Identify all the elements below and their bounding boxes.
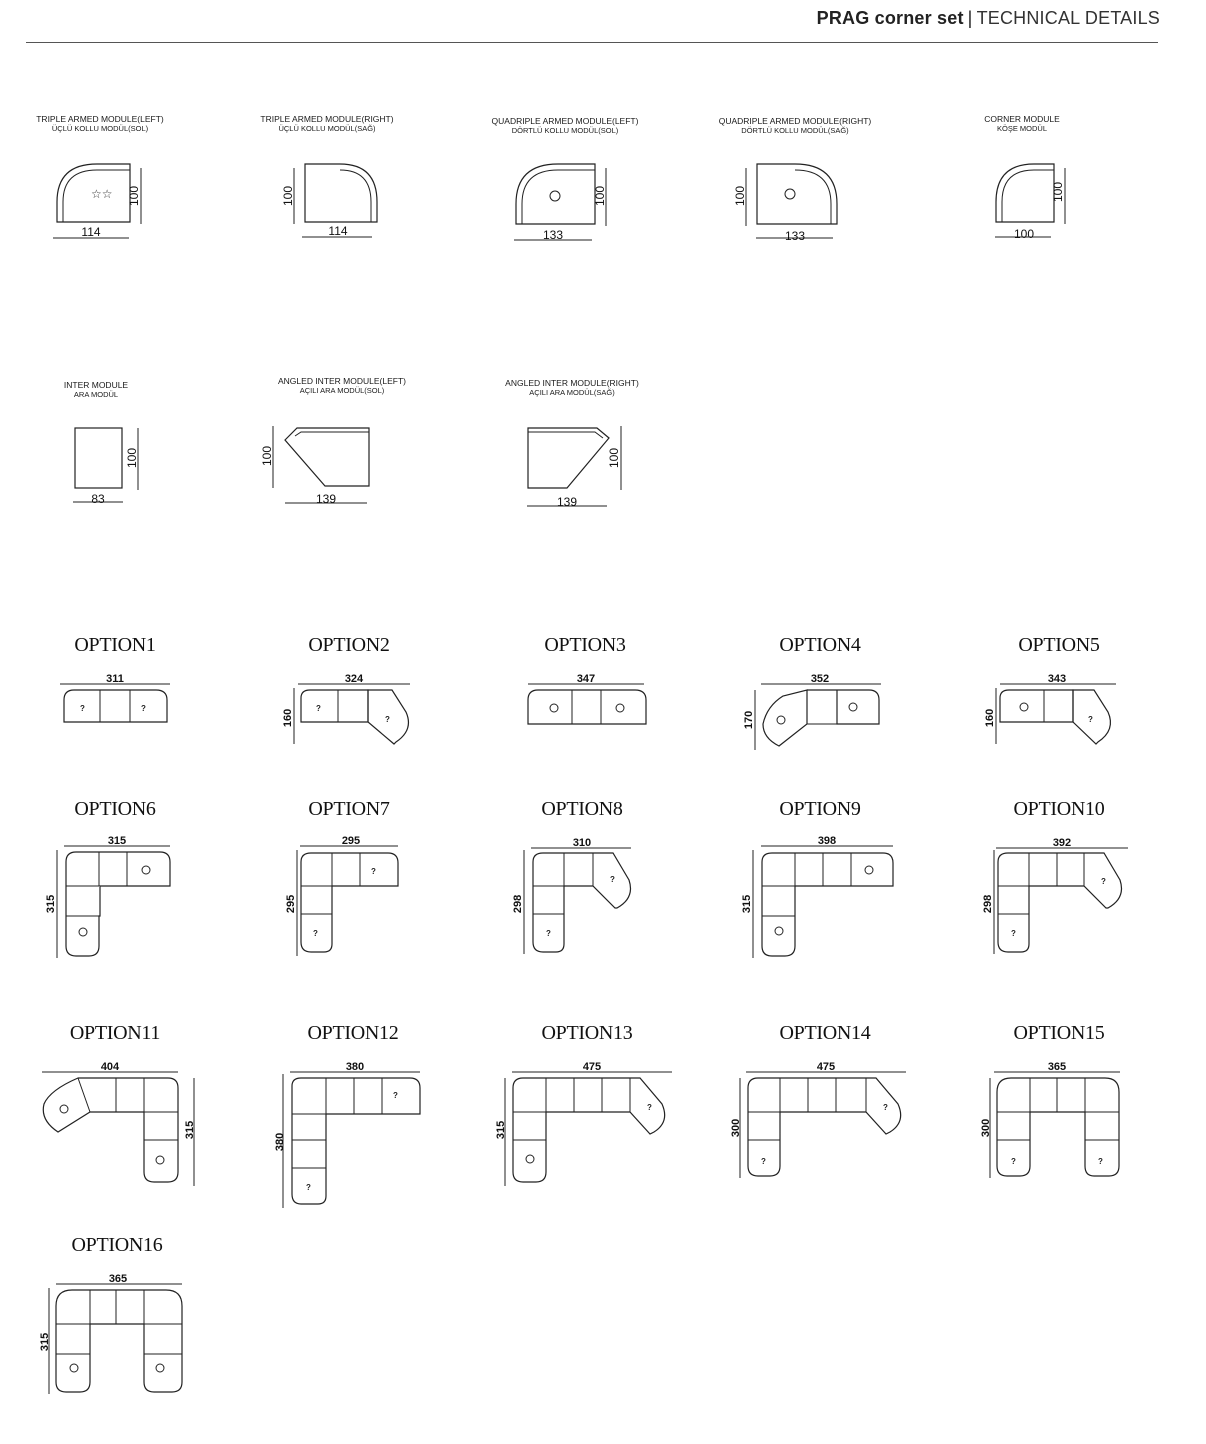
option-width-label: 475: [816, 1061, 836, 1073]
module-width-label: 139: [315, 492, 337, 506]
module-triple-armed-left: [5, 114, 195, 264]
option-width-label: 324: [344, 673, 364, 685]
seat-icon: ?: [1088, 715, 1093, 724]
seat-icon: ?: [546, 929, 551, 938]
seat-icon: ?: [306, 1183, 311, 1192]
module-height-label: 100: [593, 185, 607, 207]
option-depth-label: 315: [741, 894, 753, 914]
header-separator: |: [967, 8, 973, 28]
option-depth-label: 300: [730, 1118, 742, 1138]
option-title: OPTION8: [541, 798, 623, 820]
option-title: OPTION1: [74, 634, 156, 656]
option-10: [944, 798, 1174, 1008]
module-height-label: 100: [1051, 181, 1065, 203]
option-layout-drawing: [0, 798, 230, 1008]
seat-icon: ?: [393, 1091, 398, 1100]
module-name-tr: ÜÇLÜ KOLLU MODÜL(SAĞ): [278, 124, 376, 133]
option-title: OPTION9: [779, 798, 861, 820]
option-layout-drawing: [944, 1022, 1174, 1232]
option-8: [467, 798, 697, 1008]
option-title: OPTION14: [779, 1022, 871, 1044]
option-title: OPTION2: [308, 634, 390, 656]
module-angled-inter-left: [247, 376, 437, 526]
option-title: OPTION7: [308, 798, 390, 820]
seat-icon: ?: [316, 704, 321, 713]
module-drawing: [477, 378, 667, 528]
module-width-label: 114: [328, 224, 348, 238]
module-name-tr: AÇILI ARA MODÜL(SOL): [299, 386, 385, 395]
option-title: OPTION11: [69, 1022, 161, 1044]
option-9: [705, 798, 935, 1008]
module-height-label: 100: [607, 447, 621, 469]
module-height-label: 100: [125, 447, 139, 469]
module-drawing: [470, 116, 660, 266]
seat-icon: ?: [647, 1103, 652, 1112]
option-width-label: 404: [100, 1061, 120, 1073]
option-layout-drawing: [944, 798, 1174, 1008]
module-name-tr: DÖRTLÜ KOLLU MODÜL(SAĞ): [741, 126, 849, 135]
option-layout-drawing: [0, 1022, 230, 1232]
seat-icon: ?: [1011, 1157, 1016, 1166]
seat-icon: ?: [313, 929, 318, 938]
module-width-label: 83: [91, 492, 105, 506]
option-title: OPTION16: [71, 1234, 163, 1256]
seat-icon: ?: [385, 715, 390, 724]
option-depth-label: 298: [512, 894, 524, 914]
module-name: QUADRIPLE ARMED MODULE(RIGHT): [718, 116, 872, 126]
module-height-label: 100: [733, 185, 747, 207]
module-drawing: [247, 376, 437, 526]
option-title: OPTION6: [74, 798, 156, 820]
option-depth-label: 160: [282, 708, 294, 728]
option-layout-drawing: [238, 1022, 468, 1232]
option-width-label: 475: [582, 1061, 602, 1073]
seat-icon: ?: [610, 875, 615, 884]
module-inter: [1, 380, 191, 530]
option-title: OPTION5: [1018, 634, 1100, 656]
module-name-tr: ARA MODÜL: [73, 390, 119, 399]
module-name: ANGLED INTER MODULE(LEFT): [278, 376, 406, 386]
option-title: OPTION15: [1013, 1022, 1105, 1044]
option-width-label: 365: [108, 1273, 128, 1285]
seat-icon: ?: [1098, 1157, 1103, 1166]
module-name: CORNER MODULE: [984, 114, 1060, 124]
option-title: OPTION3: [544, 634, 626, 656]
option-width-label: 295: [341, 835, 361, 847]
option-width-label: 347: [576, 673, 596, 685]
module-width-label: 139: [556, 495, 578, 509]
module-width-label: 133: [784, 229, 806, 243]
option-layout-drawing: [234, 798, 464, 1008]
option-depth-label: 315: [45, 894, 57, 914]
option-width-label: 380: [345, 1061, 365, 1073]
option-depth-label: 300: [980, 1118, 992, 1138]
module-height-label: 100: [281, 185, 295, 207]
module-name: ANGLED INTER MODULE(RIGHT): [505, 378, 639, 388]
option-layout-drawing: [2, 1234, 232, 1444]
module-name: QUADRIPLE ARMED MODULE(LEFT): [491, 116, 639, 126]
module-name: INTER MODULE: [63, 380, 129, 390]
header-rule: [26, 42, 1158, 43]
option-layout-drawing: [705, 798, 935, 1008]
option-16: [2, 1234, 232, 1444]
seat-icon: ?: [1101, 877, 1106, 886]
module-corner: [927, 114, 1117, 264]
option-layout-drawing: [710, 1022, 940, 1232]
module-name: TRIPLE ARMED MODULE(RIGHT): [260, 114, 394, 124]
star-icon: ☆☆: [91, 187, 113, 201]
option-12: [238, 1022, 468, 1232]
option-depth-label: 298: [982, 894, 994, 914]
section-title: TECHNICAL DETAILS: [976, 8, 1160, 28]
module-drawing: [232, 114, 422, 264]
module-angled-inter-right: [477, 378, 667, 528]
module-name-tr: ÜÇLÜ KOLLU MODÜL(SOL): [51, 124, 149, 133]
seat-icon: ?: [883, 1103, 888, 1112]
option-depth-label: 170: [743, 710, 755, 730]
module-drawing: [700, 116, 890, 266]
module-triple-armed-right: [232, 114, 422, 264]
module-width-label: 114: [81, 225, 101, 239]
module-name-tr: KÖŞE MODÜL: [996, 124, 1047, 133]
module-name-tr: AÇILI ARA MODÜL(SAĞ): [529, 388, 615, 397]
seat-icon: ?: [371, 867, 376, 876]
option-11: [0, 1022, 230, 1232]
option-title: OPTION13: [541, 1022, 633, 1044]
module-height-label: 100: [127, 185, 141, 207]
option-width-label: 315: [107, 835, 127, 847]
module-name-tr: DÖRTLÜ KOLLU MODÜL(SOL): [511, 126, 619, 135]
page-header: [817, 8, 1160, 29]
module-drawing: [927, 114, 1117, 264]
option-6: [0, 798, 230, 1008]
module-drawing: [1, 380, 191, 530]
option-width-label: 310: [572, 837, 592, 849]
option-14: [710, 1022, 940, 1232]
module-drawing: [5, 114, 195, 264]
option-depth-label: 380: [274, 1132, 286, 1152]
option-width-label: 398: [817, 835, 837, 847]
product-name: PRAG corner set: [816, 8, 964, 28]
option-7: [234, 798, 464, 1008]
seat-icon: ?: [80, 704, 85, 713]
option-width-label: 311: [106, 673, 124, 685]
option-layout-drawing: [467, 798, 697, 1008]
seat-icon: ?: [141, 704, 146, 713]
module-name: TRIPLE ARMED MODULE(LEFT): [36, 114, 164, 124]
module-height-label: 100: [260, 445, 274, 467]
module-width-label: 133: [542, 228, 564, 242]
option-title: OPTION12: [307, 1022, 399, 1044]
module-width-label: 100: [1013, 227, 1035, 241]
option-width-label: 343: [1047, 673, 1067, 685]
module-quadriple-armed-left: [470, 116, 660, 266]
option-15: [944, 1022, 1174, 1232]
option-13: [472, 1022, 702, 1232]
option-title: OPTION10: [1013, 798, 1105, 820]
option-depth-label: 315: [39, 1332, 51, 1352]
option-depth-label: 160: [984, 708, 996, 728]
option-layout-drawing: [472, 1022, 702, 1232]
option-width-label: 352: [810, 673, 830, 685]
seat-icon: ?: [761, 1157, 766, 1166]
option-depth-label: 295: [285, 894, 297, 914]
option-depth-label: 315: [184, 1120, 196, 1140]
option-depth-label: 315: [495, 1120, 507, 1140]
option-width-label: 392: [1052, 837, 1072, 849]
option-title: OPTION4: [779, 634, 861, 656]
module-quadriple-armed-right: [700, 116, 890, 266]
option-width-label: 365: [1047, 1061, 1067, 1073]
seat-icon: ?: [1011, 929, 1016, 938]
